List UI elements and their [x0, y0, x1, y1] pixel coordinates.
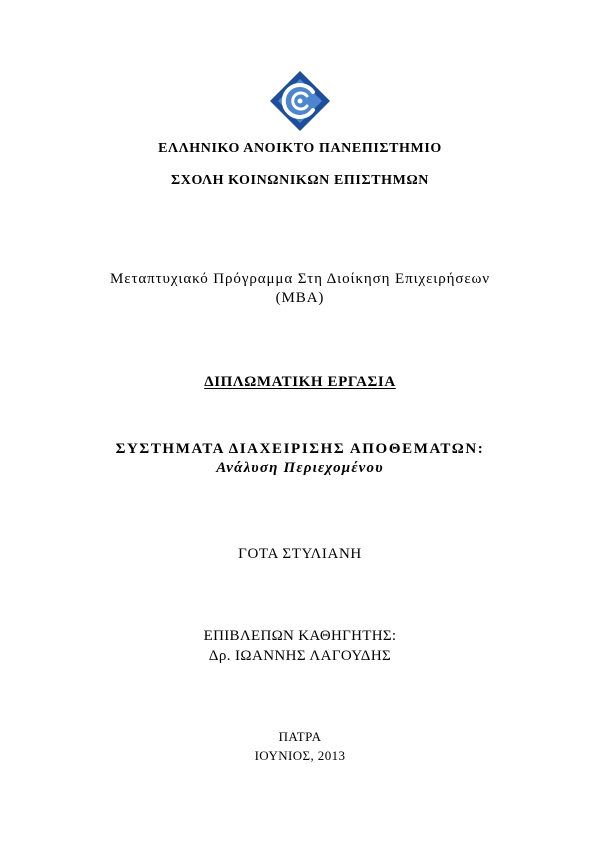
emblem-center-dot [298, 99, 303, 104]
document-type-label: ΔΙΠΛΩΜΑΤΙΚΗ ΕΡΓΑΣΙΑ [204, 374, 396, 390]
school-name: ΣΧΟΛΗ ΚΟΙΝΩΝΙΚΩΝ ΕΠΙΣΤΗΜΩΝ [171, 173, 429, 188]
program-name: Μεταπτυχιακό Πρόγραμμα Στη Διοίκηση Επιχειρήσεων [110, 271, 490, 287]
thesis-subtitle: Ανάλυση Περιεχομένου [216, 460, 384, 476]
author-name: ΓΟΤΑ ΣΤΥΛΙΑΝΗ [238, 546, 362, 562]
document-type-heading [0, 374, 600, 391]
thesis-title: ΣΥΣΤΗΜΑΤΑ ΔΙΑΧΕΙΡΙΣΗΣ ΑΠΟΘΕΜΑΤΩΝ: [115, 441, 485, 457]
supervisor-name: Δρ. ΙΩΑΝΝΗΣ ΛΑΓΟΥΔΗΣ [208, 648, 392, 664]
university-emblem-icon [269, 70, 331, 132]
university-name: ΕΛΛΗΝΙΚΟ ΑΝΟΙΚΤΟ ΠΑΝΕΠΙΣΤΗΜΙΟ [158, 141, 442, 156]
supervisor-label: ΕΠΙΒΛΕΠΩΝ ΚΑΘΗΓΗΤΗΣ: [203, 628, 397, 644]
program-abbreviation: (MBA) [275, 290, 325, 306]
city: ΠΑΤΡΑ [278, 729, 322, 744]
date: ΙΟΥΝΙΟΣ, 2013 [254, 748, 346, 763]
